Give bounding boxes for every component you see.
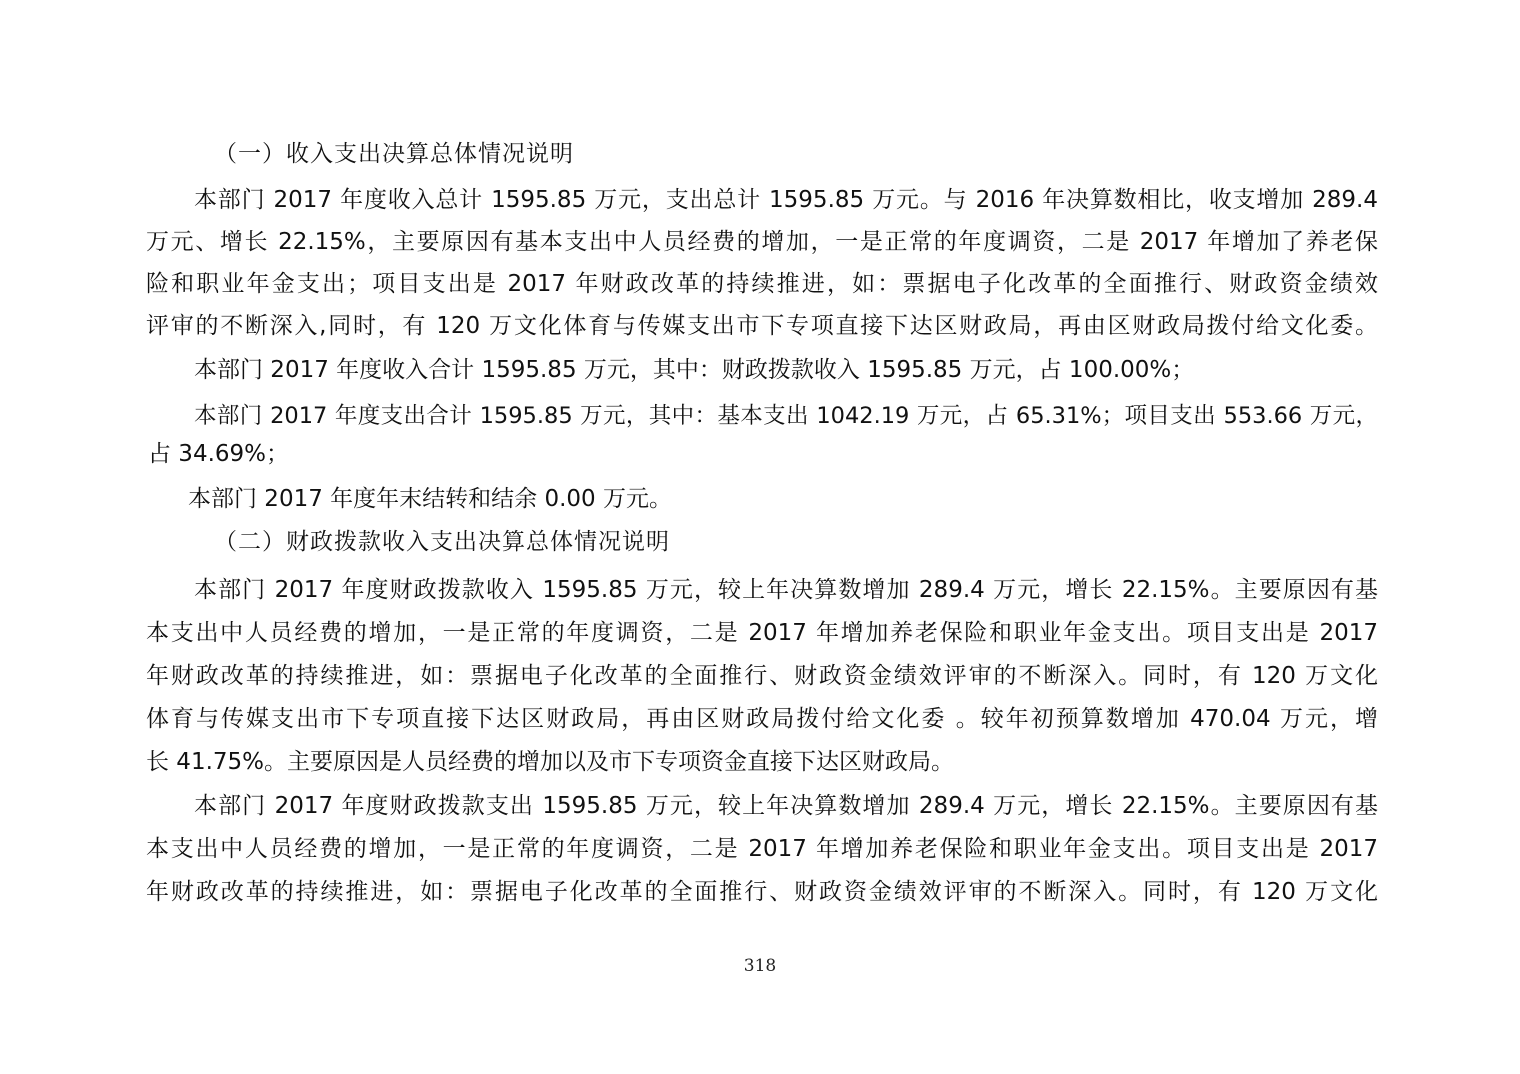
paragraph-line: 长 41.75%。主要原因是人员经费的增加以及市下专项资金直接下达区财政局。	[146, 749, 955, 775]
paragraph-line: 体育与传媒支出市下专项直接下达区财政局，再由区财政局拨付给文化委 。较年初预算数增加 470.04 万元，增	[146, 706, 1378, 732]
paragraph-line: 本部门 2017 年度年末结转和结余 0.00 万元。	[188, 486, 672, 512]
paragraph-line: 本部门 2017 年度支出合计 1595.85 万元，其中：基本支出 1042.19 万元，占 65.31%；项目支出 553.66 万元，	[194, 403, 1378, 429]
section-heading-2: （二）财政拨款收入支出决算总体情况说明	[214, 529, 670, 555]
paragraph-line: 本部门 2017 年度财政拨款收入 1595.85 万元，较上年决算数增加 289.4 万元，增长 22.15%。主要原因有基	[194, 577, 1378, 603]
page-number: 318	[743, 956, 777, 976]
paragraph-line: 占 34.69%；	[148, 441, 290, 467]
paragraph-line: 本支出中人员经费的增加，一是正常的年度调资，二是 2017 年增加养老保险和职业年金支出。项目支出是 2017	[146, 620, 1378, 646]
paragraph-line: 年财政改革的持续推进，如：票据电子化改革的全面推行、财政资金绩效评审的不断深入。同时，有 120 万文化	[146, 879, 1378, 905]
paragraph-line: 本部门 2017 年度财政拨款支出 1595.85 万元，较上年决算数增加 289.4 万元，增长 22.15%。主要原因有基	[194, 793, 1378, 819]
paragraph-line: 万元、增长 22.15%，主要原因有基本支出中人员经费的增加，一是正常的年度调资，二是 2017 年增加了养老保	[146, 229, 1378, 255]
paragraph-line: 险和职业年金支出；项目支出是 2017 年财政改革的持续推进，如：票据电子化改革的全面推行、财政资金绩效	[146, 271, 1378, 297]
paragraph-line: 年财政改革的持续推进，如：票据电子化改革的全面推行、财政资金绩效评审的不断深入。同时，有 120 万文化	[146, 663, 1378, 689]
paragraph-line: 评审的不断深入,同时，有 120 万文化体育与传媒支出市下专项直接下达区财政局，再由区财政局拨付给文化委。	[146, 313, 1378, 339]
paragraph-line: 本部门 2017 年度收入总计 1595.85 万元，支出总计 1595.85 万元。与 2016 年决算数相比，收支增加 289.4	[194, 187, 1378, 213]
section-heading-1: （一）收入支出决算总体情况说明	[214, 141, 574, 167]
paragraph-line: 本部门 2017 年度收入合计 1595.85 万元，其中：财政拨款收入 1595.85 万元，占 100.00%；	[194, 357, 1195, 383]
paragraph-line: 本支出中人员经费的增加，一是正常的年度调资，二是 2017 年增加养老保险和职业年金支出。项目支出是 2017	[146, 836, 1378, 862]
